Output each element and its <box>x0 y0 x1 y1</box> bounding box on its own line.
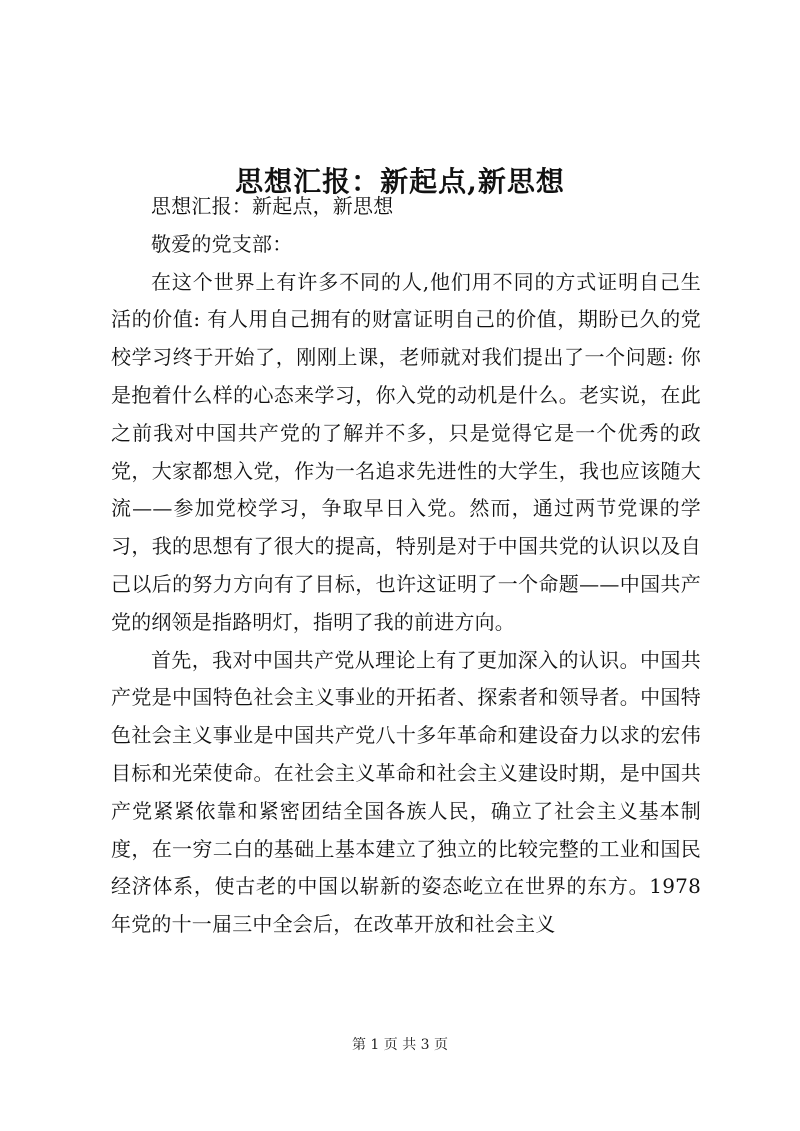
paragraph-salutation: 敬爱的党支部： <box>151 231 293 256</box>
paragraph-subtitle: 思想汇报：新起点，新思想 <box>151 194 394 218</box>
page-number-footer: 第 1 页 共 3 页 <box>351 1037 449 1053</box>
page-title: 思想汇报：新起点,新思想 <box>235 164 565 198</box>
document-body <box>111 188 701 944</box>
paragraph-first-point: 首先，我对中国共产党从理论上有了更加深入的认识。中国共产党是中国特色社会主义事业的开拓者、探索者和领导者。中国特色社会主义事业是中国共产党八十多年革命和建设奋力以求的宏伟目标和光荣使命。在社会主义革命和社会主义建设时期，是中国共产党紧紧依靠和紧密团结全国各族人民，确立了社会主义基本制度，在一穷二白的基础上基本建立了独立的比较完整的工业和国民经济体系，使古老的中国以崭新的姿态屹立在世界的东方。1978 年党的十一届三中全会后，在改革开放和社会主义 <box>111 647 701 937</box>
paragraph-intro: 在这个世界上有许多不同的人,他们用不同的方式证明自己生活的价值: 有人用自己拥有的财富证明自己的价值，期盼已久的党校学习终于开始了，刚刚上课，老师就对我们提出了一个问题: 你是抱着什么样的心态来学习，你入党的动机是什么。老实说，在此之前我对中国共产党的了解并不多，只是觉得它是一个优秀的政党，大家都想入党，作为一名追求先进性的大学生，我也应该随大流——参加党校学习，争取早日入党。然而，通过两节党课的学习，我的思想有了很大的提高，特别是对于中国共党的认识以及自己以后的努力方向有了目标，也许这证明了一个命题——中国共产党的纲领是指路明灯，指明了我的前进方向。 <box>111 269 701 634</box>
